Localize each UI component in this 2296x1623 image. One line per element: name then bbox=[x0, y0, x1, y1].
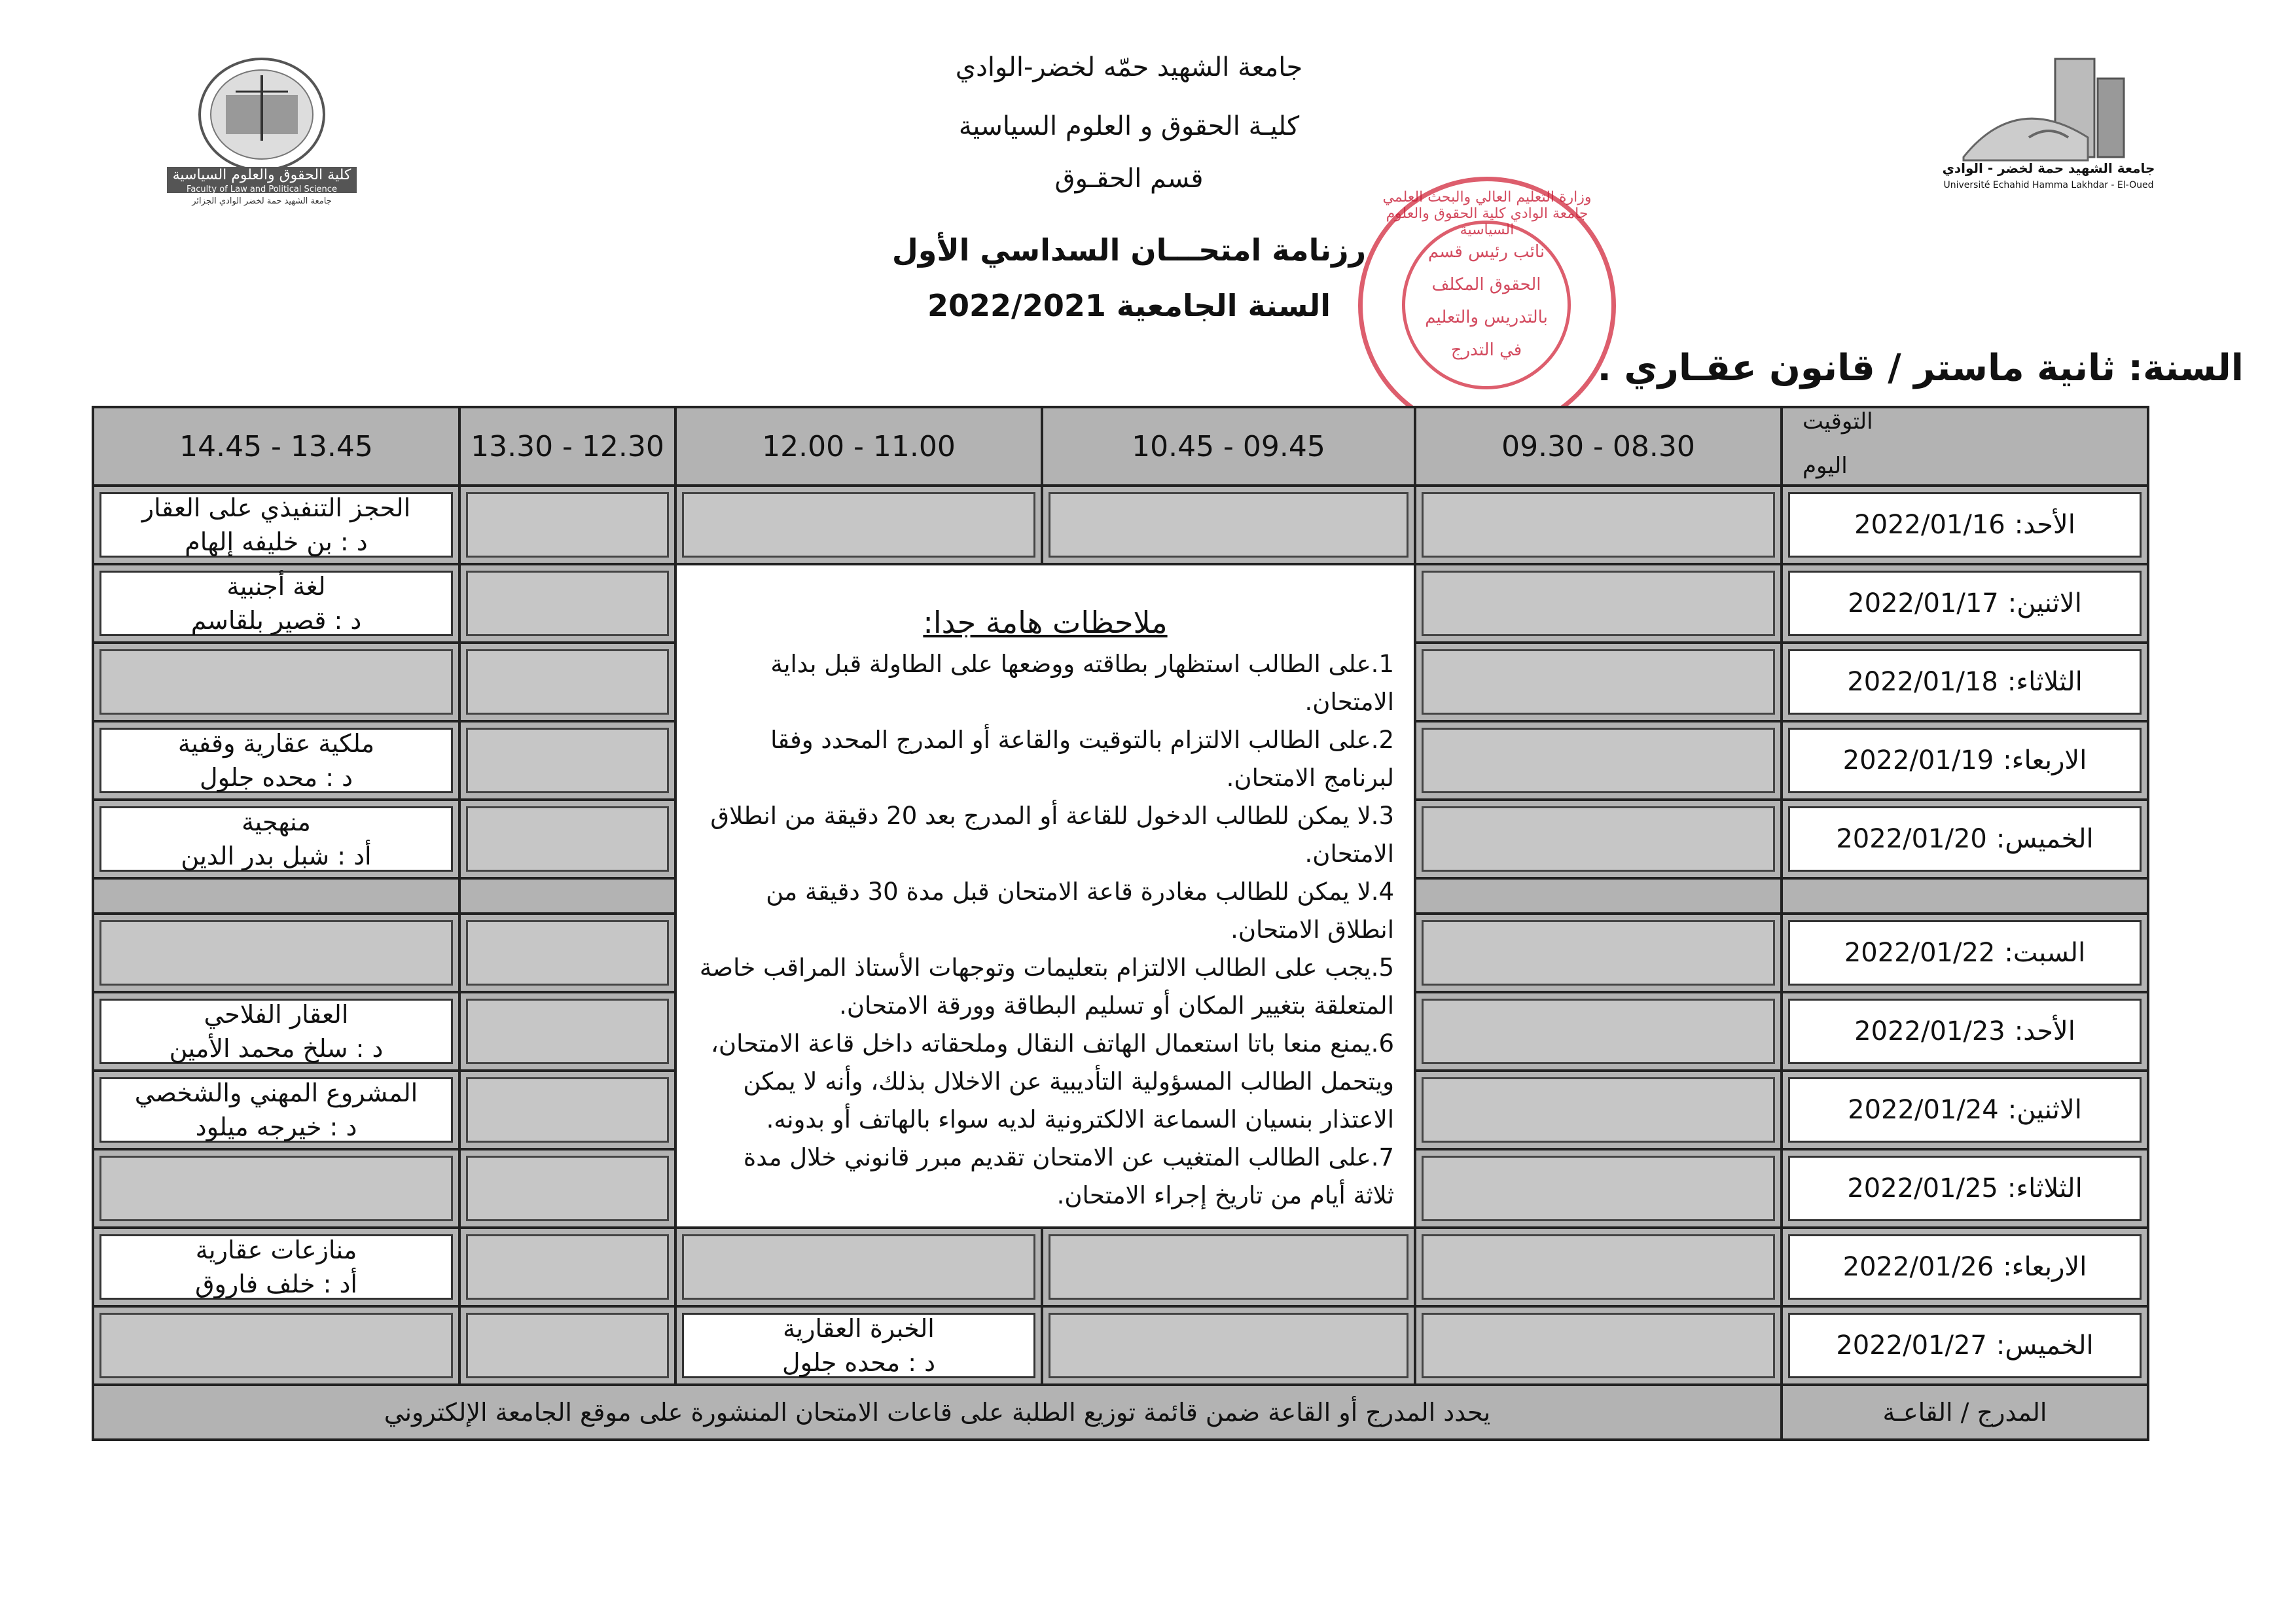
exam-slot bbox=[93, 992, 459, 1071]
day-name: الاربعاء: bbox=[2003, 1252, 2087, 1282]
empty-slot bbox=[1415, 1306, 1782, 1385]
exam-slot bbox=[93, 486, 459, 564]
exam-subject: منازعات عقارية bbox=[195, 1236, 357, 1264]
day-cell bbox=[1782, 1149, 2148, 1228]
empty-slot bbox=[1042, 1228, 1415, 1306]
exam-slot bbox=[93, 721, 459, 800]
exam-subject: ملكية عقارية وقفية bbox=[177, 729, 375, 758]
footer-text-cell bbox=[93, 1385, 1782, 1440]
day-name: الاثنين: bbox=[2007, 588, 2082, 618]
empty-slot bbox=[1415, 1228, 1782, 1306]
day-date: 2022/01/17 bbox=[1848, 588, 1999, 618]
stamp-inner-ring bbox=[1402, 221, 1571, 389]
empty-slot bbox=[93, 1149, 459, 1228]
logo-left-arabic: كلية الحقوق والعلوم السياسية bbox=[172, 167, 351, 183]
time-slot-label: 13.45 - 14.45 bbox=[179, 429, 373, 463]
day-row bbox=[93, 564, 2148, 643]
empty-slot bbox=[459, 914, 675, 992]
exam-subject: لغة أجنبية bbox=[226, 572, 326, 601]
day-date: 2022/01/23 bbox=[1854, 1016, 2005, 1046]
logo-right-french: Université Echahid Hamma Lakhdar - El-Oued bbox=[1943, 180, 2154, 190]
day-row bbox=[93, 1228, 2148, 1306]
exam-teacher: د : سلخ محمد الأمين bbox=[169, 1034, 384, 1063]
exam-teacher: د : خيرجه ميلود bbox=[195, 1113, 357, 1141]
day-row bbox=[93, 486, 2148, 564]
day-date: 2022/01/26 bbox=[1842, 1252, 1994, 1282]
day-date: 2022/01/22 bbox=[1844, 938, 1996, 968]
faculty-name: كليـة الحقوق و العلوم السياسية bbox=[958, 111, 1300, 141]
time-slot-label: 09.45 - 10.45 bbox=[1132, 429, 1325, 463]
day-name: الخميس: bbox=[1996, 824, 2094, 854]
day-name: الثلاثاء: bbox=[2007, 667, 2083, 697]
time-slot-2 bbox=[1042, 407, 1415, 486]
note-item: 2.على الطالب الالتزام بالتوقيت والقاعة أو المدرج المحدد وفقا لبرنامج الامتحان. bbox=[770, 726, 1394, 792]
empty-slot bbox=[459, 721, 675, 800]
exam-slot bbox=[93, 800, 459, 878]
academic-year: السنة الجامعية 2022/2021 bbox=[927, 288, 1331, 323]
empty-slot bbox=[93, 643, 459, 721]
footer-label-cell bbox=[1782, 1385, 2148, 1440]
exam-teacher: د : قصير بلقاسم bbox=[190, 606, 362, 635]
empty-slot bbox=[1415, 1071, 1782, 1149]
day-date: 2022/01/24 bbox=[1848, 1095, 1999, 1125]
time-slot-1 bbox=[1415, 407, 1782, 486]
empty-slot bbox=[1415, 486, 1782, 564]
note-item: 3.لا يمكن للطالب الدخول للقاعة أو المدرج بعد 20 دقيقة من انطلاق الامتحان. bbox=[710, 802, 1394, 868]
time-slot-5 bbox=[93, 407, 459, 486]
empty-slot bbox=[675, 486, 1042, 564]
empty-slot bbox=[459, 1071, 675, 1149]
stamp-line-1: نائب رئيس قسم bbox=[1427, 242, 1545, 262]
corner-time-label: التوقيت bbox=[1803, 408, 1873, 435]
exam-teacher: د : محده جلول bbox=[782, 1348, 936, 1377]
notes-content bbox=[677, 571, 1414, 1221]
stamp-line-2: الحقوق المكلف bbox=[1431, 275, 1541, 294]
time-slot-label: 11.00 - 12.00 bbox=[762, 429, 956, 463]
empty-slot bbox=[459, 564, 675, 643]
corner-cell bbox=[1782, 407, 2148, 486]
footer-text: يحدد المدرج أو القاعة ضمن قائمة توزيع الطلبة على قاعات الامتحان المنشورة على موقع الجامعة الإلكتروني bbox=[384, 1398, 1491, 1427]
empty-slot bbox=[1415, 800, 1782, 878]
time-slot-3 bbox=[675, 407, 1042, 486]
time-slot-4 bbox=[459, 407, 675, 486]
exam-teacher: أد : شبل بدر الدين bbox=[181, 842, 372, 870]
day-cell bbox=[1782, 800, 2148, 878]
note-item: 6.يمنع منعا باتا استعمال الهاتف النقال وملحقاته داخل قاعة الامتحان، ويتحمل الطالب المسؤولية التأديبية عن الاخلال بذلك، وأنه لا يمكن الاعتذار بنسيان السماعة الالكترونية لديه سواء بالهاتف أو بدونه. bbox=[711, 1029, 1394, 1133]
empty-slot bbox=[1042, 486, 1415, 564]
blank-day-cell bbox=[1782, 878, 2148, 914]
empty-slot bbox=[459, 878, 675, 914]
day-cell bbox=[1782, 564, 2148, 643]
logo-left-sub: جامعة الشهيد حمة لخضر الوادي الجزائر bbox=[192, 196, 332, 206]
logo-right-arabic: جامعة الشهيد حمة لخضر - الوادي bbox=[1942, 160, 2155, 176]
day-date: 2022/01/16 bbox=[1854, 510, 2005, 540]
empty-slot bbox=[459, 643, 675, 721]
day-cell bbox=[1782, 721, 2148, 800]
empty-slot bbox=[459, 486, 675, 564]
empty-slot bbox=[459, 1149, 675, 1228]
day-cell bbox=[1782, 486, 2148, 564]
empty-slot bbox=[1415, 914, 1782, 992]
day-date: 2022/01/27 bbox=[1836, 1330, 1987, 1361]
day-cell bbox=[1782, 914, 2148, 992]
empty-slot bbox=[1415, 1149, 1782, 1228]
empty-slot bbox=[1042, 1306, 1415, 1385]
university-name: جامعة الشهيد حمّه لخضر-الوادي bbox=[955, 52, 1303, 82]
exam-subject: منهجية bbox=[242, 808, 311, 836]
corner-day-label: اليوم bbox=[1803, 453, 1848, 479]
exam-slot bbox=[675, 1306, 1042, 1385]
department-name: قسم الحقـوق bbox=[1054, 164, 1204, 194]
footer-label: المدرج / القاعـة bbox=[1882, 1398, 2047, 1427]
day-date: 2022/01/18 bbox=[1847, 667, 1998, 697]
footer-row bbox=[93, 1385, 2148, 1440]
empty-slot bbox=[93, 914, 459, 992]
empty-slot bbox=[1415, 643, 1782, 721]
empty-slot bbox=[459, 800, 675, 878]
logo-left-english: Faculty of Law and Political Science bbox=[187, 185, 337, 194]
time-slot-label: 12.30 - 13.30 bbox=[471, 429, 664, 463]
day-name: الخميس: bbox=[1996, 1330, 2094, 1361]
day-cell bbox=[1782, 643, 2148, 721]
day-cell bbox=[1782, 992, 2148, 1071]
faculty-logo bbox=[154, 49, 370, 219]
day-date: 2022/01/25 bbox=[1847, 1173, 1998, 1204]
day-cell bbox=[1782, 1228, 2148, 1306]
day-row bbox=[93, 1306, 2148, 1385]
exam-schedule-table bbox=[92, 406, 2149, 1441]
stamp-line-4: في التدرج bbox=[1450, 340, 1522, 360]
exam-subject: العقار الفلاحي bbox=[204, 1000, 349, 1029]
exam-slot bbox=[93, 564, 459, 643]
exam-subject: الخبرة العقارية bbox=[783, 1314, 935, 1343]
level-label: السنة: ثانية ماستر / قانون عقـاري . bbox=[1597, 347, 2244, 389]
time-header-row bbox=[93, 407, 2148, 486]
empty-slot bbox=[675, 1228, 1042, 1306]
day-name: الأحد: bbox=[2014, 510, 2075, 540]
stamp-line-3: بالتدريس والتعليم bbox=[1425, 308, 1548, 327]
time-slot-label: 08.30 - 09.30 bbox=[1501, 429, 1695, 463]
exam-subject: الحجز التنفيذي على العقار bbox=[141, 493, 411, 522]
university-logo bbox=[1937, 39, 2160, 209]
note-item: 1.على الطالب استظهار بطاقته ووضعها على الطاولة قبل بداية الامتحان. bbox=[770, 650, 1394, 716]
day-cell bbox=[1782, 1306, 2148, 1385]
empty-slot bbox=[1415, 878, 1782, 914]
empty-slot bbox=[459, 1306, 675, 1385]
note-item: 4.لا يمكن للطالب مغادرة قاعة الامتحان قبل مدة 30 دقيقة من انطلاق الامتحان. bbox=[766, 878, 1394, 944]
note-item: 5.يجب على الطالب الالتزام بتعليمات وتوجهات الأستاذ المراقب خاصة المتعلقة بتغيير المكان أو تسليم البطاقة وورقة الامتحان. bbox=[699, 954, 1394, 1020]
empty-slot bbox=[93, 878, 459, 914]
exam-slot bbox=[93, 1228, 459, 1306]
day-name: السبت: bbox=[2004, 938, 2086, 968]
day-name: الثلاثاء: bbox=[2007, 1173, 2083, 1204]
notes-panel bbox=[675, 564, 1415, 1228]
empty-slot bbox=[1415, 721, 1782, 800]
day-cell bbox=[1782, 1071, 2148, 1149]
notes-title: ملاحظات هامة جدا: bbox=[923, 605, 1168, 640]
day-name: الأحد: bbox=[2014, 1016, 2075, 1046]
exam-slot bbox=[93, 1071, 459, 1149]
empty-slot bbox=[93, 1306, 459, 1385]
empty-slot bbox=[459, 1228, 675, 1306]
exam-teacher: د : محده جلول bbox=[200, 763, 353, 792]
exam-teacher: أد : خلف فاروق bbox=[195, 1270, 357, 1298]
empty-slot bbox=[1415, 992, 1782, 1071]
day-name: الاثنين: bbox=[2007, 1095, 2082, 1125]
day-date: 2022/01/19 bbox=[1842, 745, 1994, 776]
exam-teacher: د : بن خليفه إلهام bbox=[185, 527, 368, 556]
empty-slot bbox=[459, 992, 675, 1071]
page-title: رزنامة امتحـــان السداسي الأول bbox=[891, 232, 1367, 268]
note-item: 7.على الطالب المتغيب عن الامتحان تقديم مبرر قانوني خلال مدة ثلاثة أيام من تاريخ إجراء الامتحان. bbox=[743, 1143, 1394, 1209]
official-stamp bbox=[1358, 177, 1616, 435]
stamp-outer-text: وزارة التعليم العالي والبحث العلمي جامعة الوادي كلية الحقوق والعلوم السياسية bbox=[1382, 189, 1592, 238]
exam-subject: المشروع المهني والشخصي bbox=[134, 1079, 418, 1107]
day-date: 2022/01/20 bbox=[1836, 824, 1987, 854]
empty-slot bbox=[1415, 564, 1782, 643]
day-name: الاربعاء: bbox=[2003, 745, 2087, 776]
